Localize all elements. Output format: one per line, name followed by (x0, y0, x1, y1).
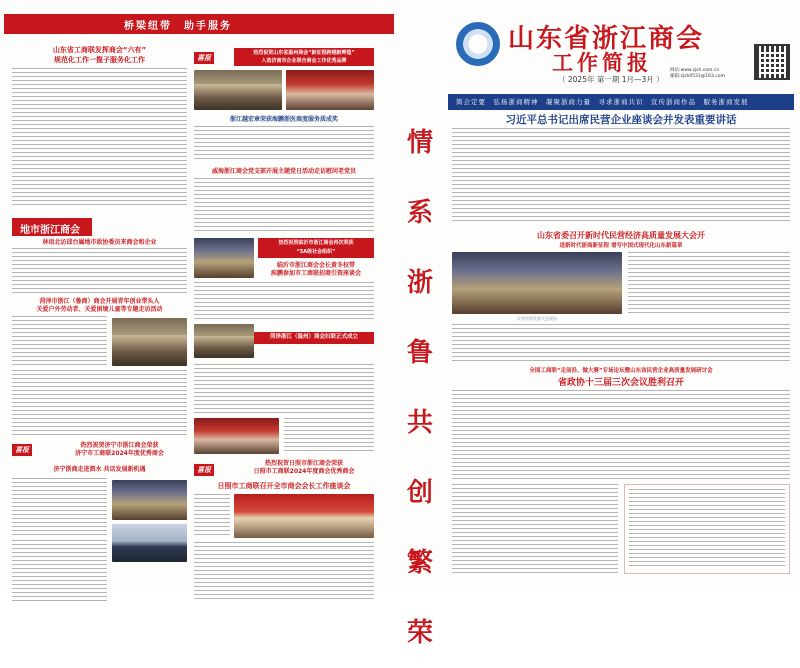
item1-body (12, 248, 187, 293)
contact-info (670, 68, 725, 80)
section-bar-local: 地市浙江商会 (12, 218, 92, 236)
photo-caption: 民营经济发展大会现场 (517, 316, 557, 321)
photo-conference (452, 252, 622, 314)
photo-award (286, 70, 374, 110)
item2-sub: 关爱户外劳动者、关爱困境儿童等专题走访活动 (36, 306, 163, 313)
left-spread (4, 14, 394, 584)
item5-body (194, 282, 374, 322)
lead-article-title: 习近平总书记出席民营企业座谈会并发表重要讲话 (505, 114, 737, 126)
newsletter-subtitle: 工作简报 (552, 50, 652, 75)
slogan-char: 共 (406, 408, 433, 438)
item1-title: 林语北访邱台属地市政协委员来商会和企业 (42, 239, 157, 246)
item1-banner (234, 48, 374, 66)
slogan-char: 系 (406, 198, 433, 228)
item3-title: 威海浙江商会党支部开展主题党日活动走访慰问老党员 (211, 168, 356, 175)
item8-body (194, 494, 230, 538)
item8-body-2 (194, 542, 374, 602)
headline-2: 规范化工作一揽子服务化工作 (54, 56, 145, 64)
article-body (12, 68, 187, 206)
good-news-tag-b2: 喜报 (194, 464, 214, 476)
section3-body-2 (452, 484, 618, 574)
section3-title: 全国工商联“走前沿、做大赛”专场论坛暨山东省民营企业高质量发展研讨会 (529, 368, 713, 374)
slogan-bar: 简会定要 弘扬浙商精神 凝聚浙商力量 寻求浙商共识 宣传浙商作品 服务浙商发展 (448, 94, 794, 110)
masthead (448, 14, 794, 92)
newsletter-title: 山东省浙江商会 (508, 24, 705, 54)
item4-body-2 (12, 540, 107, 602)
contact-website: 网站:www.zjsh.com.cn (670, 68, 720, 73)
top-banner-text: 桥梁纽带 助手服务 (124, 21, 232, 32)
item4-title: 济宁浙商走进泗水 共话发展新机遇 (53, 466, 146, 473)
item3-sub: 济宁市工商联2024年度优秀商会 (75, 450, 164, 457)
item4-banner (258, 238, 374, 258)
photo-heze (112, 318, 187, 366)
photo-linyi (194, 238, 254, 278)
item6-banner: 菏泽浙江（温州）商会妇联正式成立 (254, 332, 374, 344)
item3-body (194, 178, 374, 233)
sidebar-box-body (629, 489, 785, 569)
item5-title: 临沂市浙江商会会长黄冬权带 (276, 262, 355, 269)
slogan-char: 情 (406, 128, 433, 158)
section3-sub: 省政协十三届三次会议胜利召开 (557, 378, 684, 388)
item6-body (194, 364, 374, 416)
item2-title: 浙江越宏章荣获海鹏浙医商度服务质成奖 (229, 116, 338, 123)
item7-title: 热烈祝贺日照市浙江商会荣获 (264, 460, 343, 467)
item2-body (12, 316, 107, 366)
photo-jining-2 (112, 524, 187, 562)
item7-sub: 日照市工商联2024年度商会优秀商会 (253, 468, 355, 475)
vertical-slogan (400, 108, 440, 668)
section2-sub: 进新时代浙商新征程 谱写中国式现代化山东新篇章 (559, 243, 683, 249)
qr-code-icon (754, 44, 790, 80)
item5-sub: 疾鹏参加市工商联招商引资座谈会 (270, 270, 361, 277)
photo-jining-1 (112, 480, 187, 520)
contact-email: 邮箱:zjsh0531@163.com (670, 74, 725, 79)
section2-title: 山东省委召开新时代民营经济高质量发展大会开 (537, 231, 705, 240)
issue-number: （ 2025年 第一期 1月—3月 ） (558, 75, 664, 84)
headline-1: 山东省工商联发挥商会“六有” (52, 46, 147, 54)
photo-women (194, 418, 279, 454)
slogan-char: 繁 (406, 548, 433, 578)
good-news-tag-b1: 喜报 (194, 52, 214, 64)
right-spread (448, 14, 794, 584)
section2-body (628, 252, 790, 314)
photo-wenzhou (194, 70, 282, 110)
good-news-tag: 喜报 (12, 444, 32, 456)
item2-body-2 (12, 370, 187, 438)
slogan-char: 荣 (406, 618, 433, 648)
slogan-char: 鲁 (406, 338, 433, 368)
item4-sub: “5A级社会组织” (296, 249, 336, 255)
item1-sub: 入选济南市企业联合商会工作优秀品牌 (261, 58, 347, 64)
item6-body-2 (284, 418, 374, 454)
item3-title: 热烈祝贺济宁市浙江商会荣获 (80, 442, 159, 449)
photo-linyi-2 (194, 324, 254, 358)
top-banner (4, 14, 394, 34)
sidebar-box (624, 484, 790, 574)
section2-body-2 (452, 324, 790, 362)
item2-title: 菏泽市浙江（鲁商）商会开展青年创业带头人 (39, 298, 160, 305)
item2-body (194, 126, 374, 162)
photo-rizhao (234, 494, 374, 538)
lead-article-body (452, 128, 790, 224)
item4-body (12, 478, 107, 536)
slogan-char: 创 (406, 478, 433, 508)
item1-title: 热烈祝贺山东省温州商会“新征程跨越新辉煌” (253, 50, 355, 56)
item8-title: 日照市工商联召开全市商会会长工作座谈会 (217, 482, 351, 490)
slogan-char: 浙 (406, 268, 433, 298)
section3-body (452, 390, 790, 480)
item4-title: 热烈祝贺临沂市浙江商会再次荣获 (278, 240, 354, 246)
chamber-emblem-icon (456, 22, 500, 66)
